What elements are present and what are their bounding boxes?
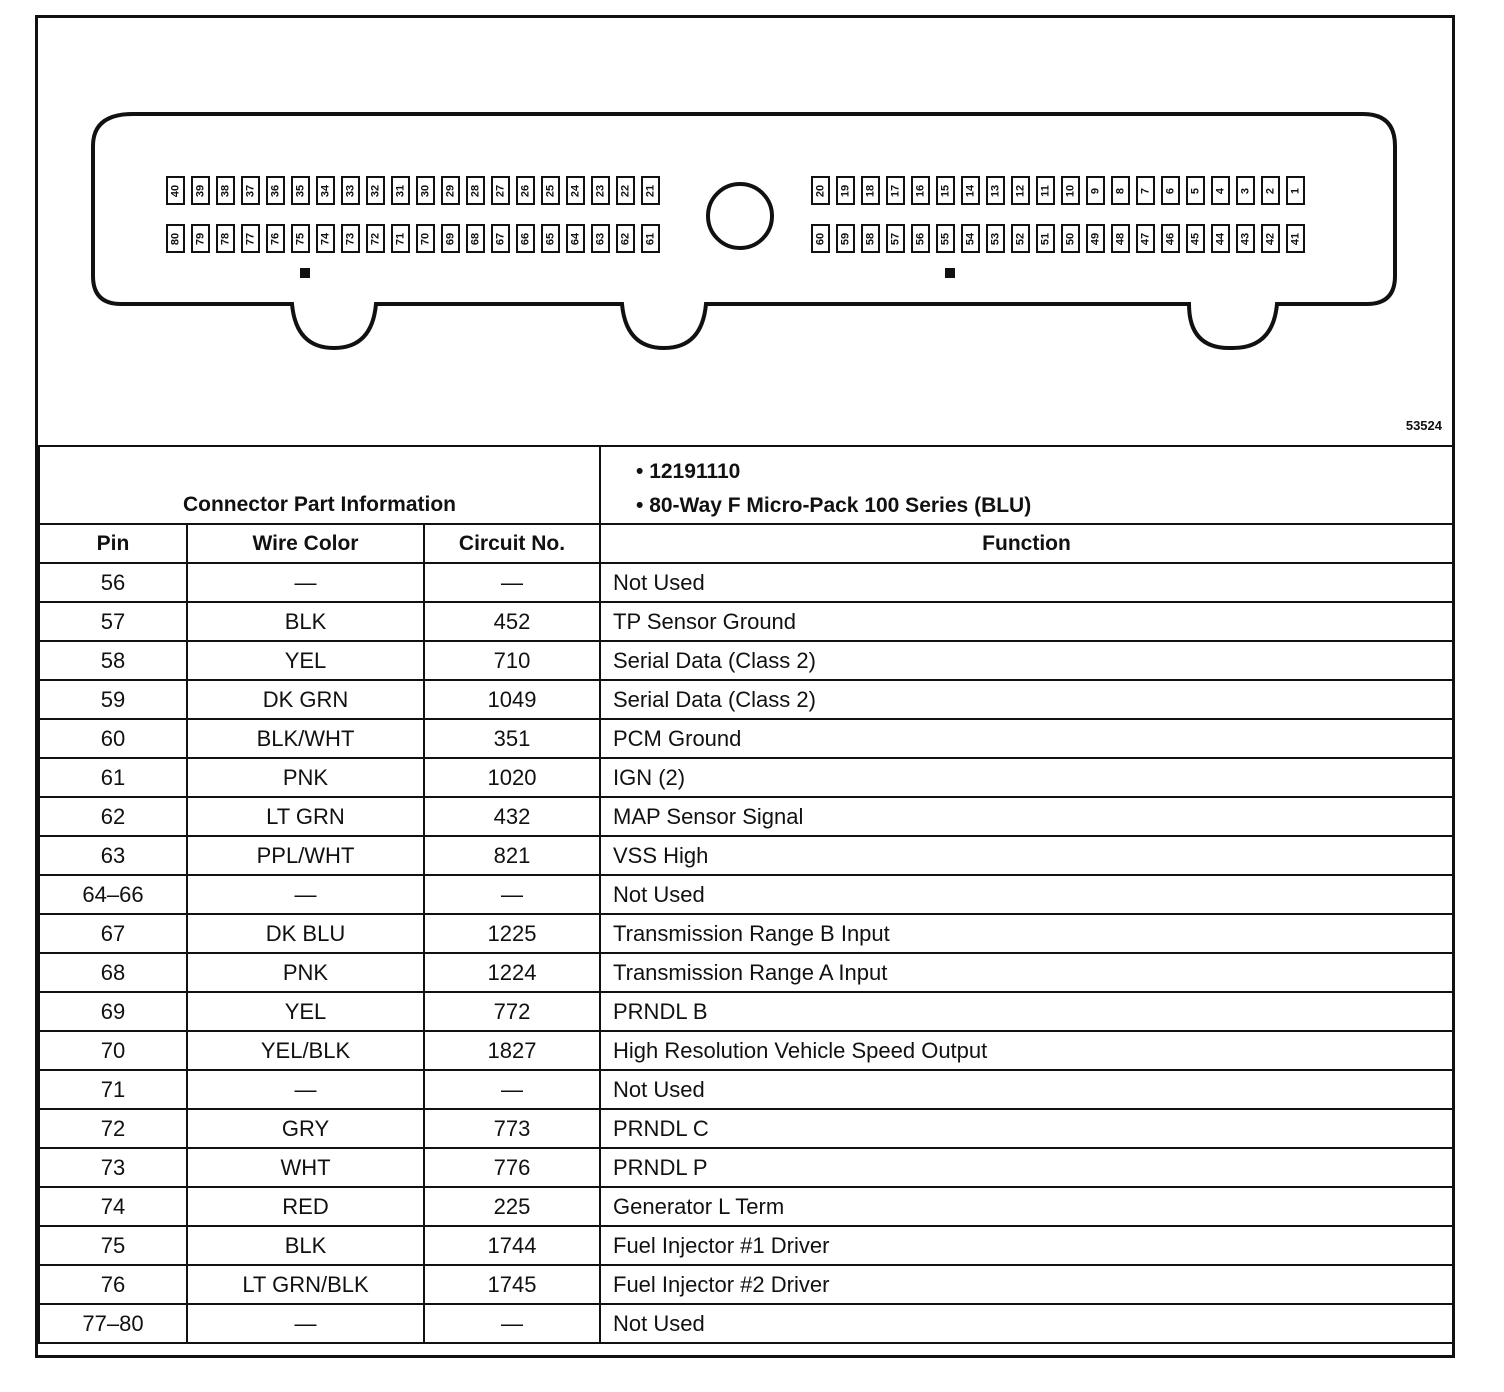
pin-number: 74 (319, 232, 331, 245)
connector-pin (641, 176, 660, 205)
connector-pin (961, 176, 980, 205)
pin-number: 40 (169, 184, 181, 197)
function-cell: Fuel Injector #2 Driver (600, 1265, 1453, 1304)
connector-pin (1286, 224, 1305, 253)
pin-number: 30 (419, 184, 431, 197)
function-cell: Serial Data (Class 2) (600, 680, 1453, 719)
connector-pin (391, 224, 410, 253)
table-row (39, 758, 1453, 797)
pin-cell: 61 (39, 758, 187, 797)
connector-pin (566, 224, 585, 253)
table-row (39, 1148, 1453, 1187)
pin-number: 47 (1139, 232, 1151, 245)
header-function: Function (600, 524, 1453, 563)
pin-number: 80 (169, 232, 181, 245)
connector-pin (1261, 176, 1280, 205)
connector-pin (1211, 224, 1230, 253)
connector-pin (1136, 224, 1155, 253)
connector-pin (1061, 224, 1080, 253)
function-cell: IGN (2) (600, 758, 1453, 797)
connector-pin (936, 224, 955, 253)
connector-pin (316, 224, 335, 253)
pin-number: 41 (1289, 232, 1301, 245)
wire-color-cell: — (187, 1304, 424, 1343)
connector-pin (241, 224, 260, 253)
pin-number: 75 (294, 232, 306, 245)
part-number: • 12191110 (636, 455, 1452, 489)
page-frame (35, 15, 1455, 1358)
table-row (39, 563, 1453, 602)
circuit-cell: 225 (424, 1187, 600, 1226)
pin-number: 27 (494, 184, 506, 197)
pin-number: 24 (569, 184, 581, 197)
connector-diagram (38, 18, 1452, 445)
header-wire-color: Wire Color (187, 524, 424, 563)
pin-number: 77 (244, 232, 256, 245)
circuit-cell: — (424, 875, 600, 914)
table-row (39, 953, 1453, 992)
table-row (39, 680, 1453, 719)
circuit-cell: — (424, 1304, 600, 1343)
function-cell: Transmission Range A Input (600, 953, 1453, 992)
connector-description: • 80-Way F Micro-Pack 100 Series (BLU) (636, 489, 1452, 523)
connector-pin (366, 224, 385, 253)
wire-color-cell: RED (187, 1187, 424, 1226)
pin-number: 17 (889, 184, 901, 197)
wire-color-cell: GRY (187, 1109, 424, 1148)
connector-pin (1011, 224, 1030, 253)
pin-number: 50 (1064, 232, 1076, 245)
pin-number: 62 (619, 232, 631, 245)
pin-cell: 59 (39, 680, 187, 719)
function-cell: Not Used (600, 1070, 1453, 1109)
connector-pin (1186, 176, 1205, 205)
circuit-cell: 351 (424, 719, 600, 758)
connector-pin (541, 224, 560, 253)
table-row (39, 1031, 1453, 1070)
pin-number: 79 (194, 232, 206, 245)
pin-number: 12 (1014, 184, 1026, 197)
connector-pin (166, 224, 185, 253)
pin-number: 66 (519, 232, 531, 245)
circuit-cell: — (424, 563, 600, 602)
connector-pin (341, 176, 360, 205)
function-cell: MAP Sensor Signal (600, 797, 1453, 836)
pin-cell: 77–80 (39, 1304, 187, 1343)
pin-number: 15 (939, 184, 951, 197)
connector-pin (591, 176, 610, 205)
function-cell: Not Used (600, 875, 1453, 914)
pin-cell: 57 (39, 602, 187, 641)
wire-color-cell: YEL (187, 992, 424, 1031)
connector-pin (566, 176, 585, 205)
pin-number: 10 (1064, 184, 1076, 197)
connector-pin (1236, 224, 1255, 253)
connector-pin (1236, 176, 1255, 205)
function-cell: Transmission Range B Input (600, 914, 1453, 953)
connector-pin (836, 224, 855, 253)
function-cell: Fuel Injector #1 Driver (600, 1226, 1453, 1265)
pin-number: 19 (839, 184, 851, 197)
pin-number: 48 (1114, 232, 1126, 245)
connector-pin (1086, 176, 1105, 205)
pin-number: 21 (644, 184, 656, 197)
pin-number: 63 (594, 232, 606, 245)
table-row (39, 875, 1453, 914)
pin-number: 36 (269, 184, 281, 197)
pin-cell: 72 (39, 1109, 187, 1148)
connector-pin (166, 176, 185, 205)
pin-number: 58 (864, 232, 876, 245)
pin-cell: 64–66 (39, 875, 187, 914)
connector-pin (391, 176, 410, 205)
table-row (39, 1265, 1453, 1304)
wire-color-cell: WHT (187, 1148, 424, 1187)
pin-number: 11 (1039, 184, 1051, 197)
pin-number: 28 (469, 184, 481, 197)
pin-number: 67 (494, 232, 506, 245)
function-cell: High Resolution Vehicle Speed Output (600, 1031, 1453, 1070)
circuit-cell: 773 (424, 1109, 600, 1148)
connector-pin (291, 176, 310, 205)
pin-cell: 75 (39, 1226, 187, 1265)
circuit-cell: 432 (424, 797, 600, 836)
pin-number: 78 (219, 232, 231, 245)
pin-cell: 63 (39, 836, 187, 875)
pin-cell: 69 (39, 992, 187, 1031)
pin-number: 43 (1239, 232, 1251, 245)
pin-cell: 58 (39, 641, 187, 680)
pin-number: 52 (1014, 232, 1026, 245)
circuit-cell: 821 (424, 836, 600, 875)
connector-part-info (600, 446, 1453, 524)
pin-number: 23 (594, 184, 606, 197)
connector-pin (1011, 176, 1030, 205)
connector-pin (1036, 224, 1055, 253)
pin-number: 4 (1214, 187, 1226, 194)
connector-pin (491, 224, 510, 253)
pin-number: 69 (444, 232, 456, 245)
pin-number: 34 (319, 184, 331, 197)
connector-pin (911, 224, 930, 253)
circuit-cell: 1225 (424, 914, 600, 953)
circuit-cell: 1744 (424, 1226, 600, 1265)
wire-color-cell: PNK (187, 953, 424, 992)
pin-number: 68 (469, 232, 481, 245)
pinout-table (38, 445, 1454, 1344)
connector-pin (266, 224, 285, 253)
connector-pin (291, 224, 310, 253)
pin-number: 7 (1139, 187, 1151, 194)
pin-number: 8 (1114, 187, 1126, 194)
pin-number: 57 (889, 232, 901, 245)
pin-number: 60 (814, 232, 826, 245)
pin-number: 73 (344, 232, 356, 245)
pin-cell: 62 (39, 797, 187, 836)
wire-color-cell: LT GRN/BLK (187, 1265, 424, 1304)
wire-color-cell: DK GRN (187, 680, 424, 719)
table-row (39, 1187, 1453, 1226)
connector-pin (886, 224, 905, 253)
pin-number: 44 (1214, 232, 1226, 245)
pin-cell: 74 (39, 1187, 187, 1226)
connector-part-info-label: Connector Part Information (39, 446, 600, 524)
pin-number: 45 (1189, 232, 1201, 245)
wire-color-cell: — (187, 563, 424, 602)
function-cell: PCM Ground (600, 719, 1453, 758)
pin-number: 26 (519, 184, 531, 197)
connector-pin (1036, 176, 1055, 205)
wire-color-cell: BLK (187, 602, 424, 641)
function-cell: PRNDL B (600, 992, 1453, 1031)
pin-cell: 60 (39, 719, 187, 758)
connector-pin (441, 224, 460, 253)
connector-pin (441, 176, 460, 205)
circuit-cell: 1827 (424, 1031, 600, 1070)
wire-color-cell: YEL/BLK (187, 1031, 424, 1070)
connector-pin (861, 176, 880, 205)
circuit-cell: — (424, 1070, 600, 1109)
pin-number: 5 (1189, 187, 1201, 194)
pin-number: 9 (1089, 187, 1101, 194)
pin-number: 35 (294, 184, 306, 197)
connector-pin (1261, 224, 1280, 253)
connector-pin (1161, 224, 1180, 253)
pin-number: 65 (544, 232, 556, 245)
header-circuit: Circuit No. (424, 524, 600, 563)
pin-number: 14 (964, 184, 976, 197)
connector-pin (861, 224, 880, 253)
connector-pin (1161, 176, 1180, 205)
pin-cell: 56 (39, 563, 187, 602)
connector-pin (911, 176, 930, 205)
key-marker-left (300, 268, 310, 278)
pin-number: 55 (939, 232, 951, 245)
table-row (39, 641, 1453, 680)
connector-pin (641, 224, 660, 253)
pin-cell: 71 (39, 1070, 187, 1109)
pin-number: 29 (444, 184, 456, 197)
header-pin: Pin (39, 524, 187, 563)
pin-number: 53 (989, 232, 1001, 245)
connector-pin (811, 176, 830, 205)
table-row (39, 1070, 1453, 1109)
function-cell: PRNDL C (600, 1109, 1453, 1148)
connector-pin (961, 224, 980, 253)
pin-number: 70 (419, 232, 431, 245)
connector-pin (366, 176, 385, 205)
connector-pin (1211, 176, 1230, 205)
connector-pin (341, 224, 360, 253)
figure-id: 53524 (1405, 418, 1442, 433)
connector-pin (1111, 224, 1130, 253)
connector-pin (266, 176, 285, 205)
connector-pin (416, 176, 435, 205)
circuit-cell: 772 (424, 992, 600, 1031)
wire-color-cell: LT GRN (187, 797, 424, 836)
table-row (39, 1109, 1453, 1148)
pin-number: 20 (814, 184, 826, 197)
table-row (39, 1304, 1453, 1343)
table-row (39, 1226, 1453, 1265)
connector-pin (936, 176, 955, 205)
connector-pin (811, 224, 830, 253)
connector-pin (986, 176, 1005, 205)
pin-number: 61 (644, 232, 656, 245)
connector-pin (316, 176, 335, 205)
wire-color-cell: — (187, 1070, 424, 1109)
pin-number: 46 (1164, 232, 1176, 245)
wire-color-cell: PNK (187, 758, 424, 797)
connector-pin (616, 176, 635, 205)
connector-pin (191, 224, 210, 253)
pin-number: 72 (369, 232, 381, 245)
pin-number: 22 (619, 184, 631, 197)
pin-number: 51 (1039, 232, 1051, 245)
function-cell: Not Used (600, 1304, 1453, 1343)
circuit-cell: 710 (424, 641, 600, 680)
pin-number: 76 (269, 232, 281, 245)
connector-pin (516, 176, 535, 205)
connector-pin (466, 224, 485, 253)
wire-color-cell: BLK/WHT (187, 719, 424, 758)
connector-pin (191, 176, 210, 205)
table-row (39, 914, 1453, 953)
pin-number: 49 (1089, 232, 1101, 245)
pin-number: 56 (914, 232, 926, 245)
pin-number: 18 (864, 184, 876, 197)
connector-pin (986, 224, 1005, 253)
pin-number: 54 (964, 232, 976, 245)
pin-number: 38 (219, 184, 231, 197)
connector-pin (1086, 224, 1105, 253)
circuit-cell: 1745 (424, 1265, 600, 1304)
connector-pin (241, 176, 260, 205)
circuit-cell: 1224 (424, 953, 600, 992)
connector-pin (216, 176, 235, 205)
pin-number: 13 (989, 184, 1001, 197)
function-cell: Serial Data (Class 2) (600, 641, 1453, 680)
connector-pin (886, 176, 905, 205)
pin-number: 33 (344, 184, 356, 197)
connector-pin (616, 224, 635, 253)
function-cell: VSS High (600, 836, 1453, 875)
pin-number: 6 (1164, 187, 1176, 194)
pin-cell: 68 (39, 953, 187, 992)
connector-pin (1111, 176, 1130, 205)
connector-pin (836, 176, 855, 205)
center-bolt-hole (708, 184, 772, 248)
pin-cell: 70 (39, 1031, 187, 1070)
pin-number: 59 (839, 232, 851, 245)
connector-pin (1061, 176, 1080, 205)
circuit-cell: 776 (424, 1148, 600, 1187)
connector-pin (416, 224, 435, 253)
pin-number: 32 (369, 184, 381, 197)
pin-cell: 76 (39, 1265, 187, 1304)
table-row (39, 602, 1453, 641)
connector-pin (541, 176, 560, 205)
pin-cell: 67 (39, 914, 187, 953)
wire-color-cell: YEL (187, 641, 424, 680)
pin-cell: 73 (39, 1148, 187, 1187)
table-row (39, 836, 1453, 875)
connector-pin (466, 176, 485, 205)
pin-number: 64 (569, 232, 581, 245)
wire-color-cell: PPL/WHT (187, 836, 424, 875)
wire-color-cell: DK BLU (187, 914, 424, 953)
connector-pin (1136, 176, 1155, 205)
pin-number: 25 (544, 184, 556, 197)
pin-number: 3 (1239, 187, 1251, 194)
connector-pin (1186, 224, 1205, 253)
function-cell: Generator L Term (600, 1187, 1453, 1226)
pin-number: 31 (394, 184, 406, 197)
table-row (39, 797, 1453, 836)
function-cell: TP Sensor Ground (600, 602, 1453, 641)
connector-pin (491, 176, 510, 205)
function-cell: PRNDL P (600, 1148, 1453, 1187)
circuit-cell: 452 (424, 602, 600, 641)
circuit-cell: 1020 (424, 758, 600, 797)
pin-number: 37 (244, 184, 256, 197)
table-row (39, 992, 1453, 1031)
pin-number: 71 (394, 232, 406, 245)
pin-number: 16 (914, 184, 926, 197)
pin-number: 2 (1264, 187, 1276, 194)
key-marker-right (945, 268, 955, 278)
wire-color-cell: — (187, 875, 424, 914)
table-row (39, 719, 1453, 758)
pin-number: 42 (1264, 232, 1276, 245)
circuit-cell: 1049 (424, 680, 600, 719)
wire-color-cell: BLK (187, 1226, 424, 1265)
connector-pin (516, 224, 535, 253)
function-cell: Not Used (600, 563, 1453, 602)
connector-pin (216, 224, 235, 253)
connector-pin (1286, 176, 1305, 205)
connector-pin (591, 224, 610, 253)
pin-number: 39 (194, 184, 206, 197)
pin-number: 1 (1289, 187, 1301, 194)
